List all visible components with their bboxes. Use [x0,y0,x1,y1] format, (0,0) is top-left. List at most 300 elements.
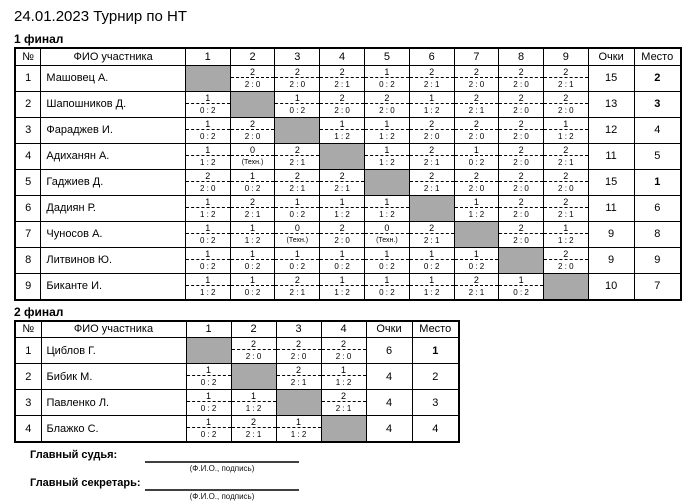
match-cell [275,221,320,247]
match-cell-content [231,170,275,195]
match-set-score: 2 : 1 [423,157,440,167]
match-cell-content [499,92,543,117]
match-set-score: 2 : 1 [289,287,306,297]
match-cell [320,91,365,117]
player-name-cell: Шапошников Д. [41,91,185,117]
points-cell: 4 [366,390,412,416]
match-cell [185,169,230,195]
match-cell [543,195,588,221]
match-cell [409,273,454,300]
match-cell-content [275,66,319,91]
match-cell-content [231,222,275,247]
match-cell [454,91,499,117]
row-number-cell: 7 [15,221,41,247]
match-cell [499,169,544,195]
points-cell: 9 [588,247,634,273]
match-points: 1 [277,416,321,428]
player-name-cell: Павленко Л. [41,390,186,416]
col-player-name-header: ФИО участника [41,48,185,65]
match-cell-content [365,196,409,221]
match-points: 1 [187,390,231,402]
match-cell-content [365,274,409,299]
match-points: 1 [275,196,319,208]
match-points: 2 [277,364,321,376]
match-set-score: 2 : 0 [558,183,574,193]
match-cell [454,247,499,273]
match-cell [364,91,409,117]
match-cell [185,195,230,221]
col-opponent-header: 8 [499,48,544,65]
match-cell-content [320,274,364,299]
points-cell: 15 [588,169,634,195]
table-row [15,338,459,364]
judge-signature-row [14,448,682,473]
player-name-cell: Адиханян А. [41,143,185,169]
match-cell [275,195,320,221]
match-cell [364,273,409,300]
section-title-final-2: 2 финал [14,304,64,319]
points-cell: 15 [588,65,634,91]
match-points: 1 [544,222,588,234]
results-table-final-1 [14,47,682,301]
match-points: 2 [231,66,275,78]
match-cell [186,390,231,416]
col-number-header: № [15,48,41,65]
match-points: 2 [544,66,588,78]
place-cell: 1 [412,338,459,364]
match-cell-content [232,390,276,415]
match-points: 1 [320,274,364,286]
match-set-score: 2 : 0 [468,79,485,89]
table-row [15,91,681,117]
match-points: 2 [322,390,366,402]
match-cell [364,247,409,273]
match-points: 1 [455,248,499,260]
match-points: 2 [365,92,409,104]
match-cell-content [499,222,543,247]
match-cell [409,221,454,247]
points-cell: 6 [366,338,412,364]
col-place-header: Место [412,321,459,338]
match-points: 2 [320,92,364,104]
match-points: 1 [410,248,454,260]
col-opponent-header: 2 [230,48,275,65]
row-number-cell: 3 [15,117,41,143]
match-cell-content [544,118,588,143]
match-cell [499,221,544,247]
match-cell [499,143,544,169]
match-cell [543,117,588,143]
match-cell-content [275,92,319,117]
match-cell-content [365,118,409,143]
match-set-score: 1 : 2 [468,209,485,219]
match-cell [275,91,320,117]
match-points: 2 [455,92,499,104]
match-cell-content [186,92,230,117]
match-cell-content [455,144,499,169]
match-cell-content [322,364,366,389]
match-set-score: 1 : 2 [423,287,440,297]
match-cell [454,195,499,221]
match-cell-content [499,170,543,195]
match-set-score: 2 : 0 [513,105,529,115]
match-points: 2 [499,170,543,182]
table-row [15,195,681,221]
place-cell: 7 [634,273,681,300]
match-set-score: 1 : 2 [558,131,574,141]
self-cell [275,117,320,143]
self-cell [185,65,230,91]
match-cell-content [455,196,499,221]
match-cell-content [186,274,230,299]
col-points-header: Очки [366,321,412,338]
row-number-cell: 1 [15,65,41,91]
match-cell-content [365,66,409,91]
match-points: 2 [410,66,454,78]
match-points: 2 [544,92,588,104]
match-cell [454,143,499,169]
match-points: 1 [455,196,499,208]
match-set-score: 2 : 0 [513,79,529,89]
match-cell [543,221,588,247]
match-cell-content [275,196,319,221]
self-cell [499,247,544,273]
match-points: 2 [455,118,499,130]
match-cell-content [275,170,319,195]
match-set-score: 0 : 2 [244,261,261,271]
place-cell: 2 [412,364,459,390]
match-set-score: 0 : 2 [289,261,306,271]
match-points: 1 [275,92,319,104]
match-set-score: 0 : 2 [200,404,217,413]
match-cell-content [320,248,364,273]
self-cell [321,416,366,443]
match-cell [185,221,230,247]
match-points: 2 [186,170,230,182]
match-points: 1 [231,170,275,182]
match-cell [543,247,588,273]
match-cell-content [231,248,275,273]
match-cell [499,195,544,221]
match-cell-content [544,92,588,117]
match-cell [231,416,276,443]
match-points: 2 [410,118,454,130]
row-number-cell: 3 [15,390,41,416]
place-cell: 3 [634,91,681,117]
match-set-score: 2 : 0 [468,183,485,193]
match-cell-content [544,144,588,169]
place-cell: 3 [412,390,459,416]
match-points: 2 [320,66,364,78]
points-cell: 4 [366,416,412,443]
judge-signature-line [145,461,299,473]
match-cell [409,117,454,143]
match-set-score: 2 : 1 [558,79,574,89]
match-points: 1 [186,222,230,234]
match-set-score: 2 : 1 [245,430,262,439]
match-cell [321,364,366,390]
match-points: 1 [322,364,366,376]
match-cell [499,91,544,117]
self-cell [543,273,588,300]
match-set-score: 1 : 2 [244,235,261,245]
match-set-score: 2 : 0 [199,183,216,193]
match-set-score: 1 : 2 [558,235,574,245]
match-points: 1 [365,118,409,130]
match-cell-content [231,66,275,91]
match-set-score: 2 : 0 [379,105,395,115]
place-cell: 1 [634,169,681,195]
match-set-score: 2 : 0 [244,131,261,141]
match-points: 1 [186,248,230,260]
table-row [15,416,459,443]
match-cell [454,65,499,91]
match-set-score: 1 : 2 [199,157,216,167]
match-points: 1 [320,196,364,208]
match-cell [230,169,275,195]
match-set-score: 0 : 2 [199,261,216,271]
match-cell [321,338,366,364]
self-cell [230,91,275,117]
match-cell-content [410,118,454,143]
match-cell [409,143,454,169]
match-cell [230,117,275,143]
points-cell: 9 [588,221,634,247]
match-cell [320,65,365,91]
secretary-label: Главный секретарь: [30,477,141,489]
match-cell [409,65,454,91]
col-opponent-header: 1 [186,321,231,338]
match-set-score: 0 : 2 [379,287,395,297]
match-cell [320,247,365,273]
match-cell-content [186,248,230,273]
match-cell-content [410,170,454,195]
table-row [15,390,459,416]
match-points: 1 [187,416,231,428]
player-name-cell: Литвинов Ю. [41,247,185,273]
table-row [15,169,681,195]
self-cell [276,390,321,416]
table-row [15,247,681,273]
match-cell-content [365,92,409,117]
match-cell-content [322,390,366,415]
match-points: 1 [455,144,499,156]
match-set-score: 2 : 1 [244,209,261,219]
match-cell-content [365,222,409,247]
self-cell [186,338,231,364]
match-cell-content [232,416,276,441]
match-points: 2 [544,170,588,182]
match-cell-content [365,144,409,169]
match-set-score: 2 : 0 [334,235,350,245]
match-set-score: 2 : 0 [468,131,485,141]
player-name-cell: Чуносов А. [41,221,185,247]
match-points: 2 [499,118,543,130]
match-cell-content [275,248,319,273]
table-row [15,143,681,169]
match-cell [499,273,544,300]
match-points: 2 [277,338,321,350]
player-name-cell: Фараджев И. [41,117,185,143]
match-cell [230,273,275,300]
match-points: 1 [365,196,409,208]
match-set-score: 2 : 0 [513,209,529,219]
table-head [15,48,681,65]
match-set-score: 2 : 1 [468,287,485,297]
match-points: 2 [275,170,319,182]
player-name-cell: Бибик М. [41,364,186,390]
match-cell-content [320,196,364,221]
match-points: 0 [365,222,409,234]
place-cell: 5 [634,143,681,169]
match-cell-content [320,170,364,195]
match-set-score: 0 : 2 [199,131,216,141]
match-set-score: 0 : 2 [513,287,529,297]
match-cell-content [455,92,499,117]
match-cell [230,195,275,221]
match-points: 2 [275,274,319,286]
match-set-score: 1 : 2 [334,287,350,297]
match-cell [185,143,230,169]
match-cell-content [410,222,454,247]
match-points: 2 [320,170,364,182]
match-set-score: 2 : 1 [423,183,440,193]
match-cell [186,364,231,390]
points-cell: 10 [588,273,634,300]
col-opponent-header: 2 [231,321,276,338]
match-points: 2 [275,66,319,78]
table-row [15,117,681,143]
match-cell-content [499,118,543,143]
match-points: 2 [410,222,454,234]
match-cell [321,390,366,416]
match-set-score: 0 : 2 [468,261,485,271]
match-set-score: 1 : 2 [379,209,395,219]
match-cell [364,65,409,91]
row-number-cell: 8 [15,247,41,273]
match-cell [454,169,499,195]
self-cell [231,364,276,390]
secretary-signature-caption: (Ф.И.О., подпись) [189,492,255,501]
match-points: 1 [320,118,364,130]
match-set-score: 2 : 1 [334,79,350,89]
match-points: 2 [499,222,543,234]
match-points: 2 [455,170,499,182]
player-name-cell: Гаджиев Д. [41,169,185,195]
col-opponent-header: 5 [364,48,409,65]
match-cell-content [320,66,364,91]
match-points: 1 [410,274,454,286]
match-set-score: 2 : 1 [289,183,306,193]
place-cell: 2 [634,65,681,91]
match-cell [275,169,320,195]
points-cell: 11 [588,143,634,169]
match-cell [231,338,276,364]
match-set-score: 2 : 1 [558,157,574,167]
match-cell [275,273,320,300]
match-points: 2 [544,144,588,156]
section-title-final-1: 1 финал [14,32,64,46]
match-cell-content [410,274,454,299]
match-cell-content [320,118,364,143]
table-body [15,338,459,443]
match-cell-content [277,338,321,363]
match-set-score: 2 : 0 [244,79,261,89]
match-set-score: 2 : 0 [290,352,307,361]
match-cell [364,117,409,143]
row-number-cell: 1 [15,338,41,364]
table-row [15,65,681,91]
match-points: 1 [186,118,230,130]
match-cell [275,143,320,169]
match-cell [543,65,588,91]
place-cell: 4 [634,117,681,143]
match-cell-content [410,92,454,117]
match-cell-content [455,274,499,299]
match-set-score: 0 : 2 [244,287,261,297]
match-cell [231,390,276,416]
match-cell-content [410,66,454,91]
match-set-score: 2 : 1 [423,235,440,245]
match-points: 1 [320,248,364,260]
match-set-score: 1 : 2 [379,157,395,167]
match-set-score: 0 : 2 [200,430,217,439]
col-opponent-header: 7 [454,48,499,65]
row-number-cell: 2 [15,91,41,117]
table-header-row [15,321,459,338]
match-set-score: 2 : 1 [289,157,306,167]
match-cell-content [544,196,588,221]
player-name-cell: Циблов Г. [41,338,186,364]
match-points: 2 [275,144,319,156]
table-header-row [15,48,681,65]
match-cell-content [186,118,230,143]
match-cell-content [499,144,543,169]
match-cell [409,169,454,195]
match-set-score: 2 : 1 [335,404,352,413]
col-opponent-header: 3 [276,321,321,338]
match-set-score: 2 : 1 [334,183,350,193]
match-set-score: 1 : 2 [199,287,216,297]
match-cell-content [544,66,588,91]
match-cell [320,117,365,143]
match-points: 2 [544,248,588,260]
row-number-cell: 4 [15,416,41,443]
match-points: 0 [231,144,275,156]
match-cell-content [320,92,364,117]
match-points: 1 [232,390,276,402]
match-cell-content [544,248,588,273]
match-points: 2 [544,196,588,208]
match-cell-content [187,390,231,415]
match-cell-content [275,222,319,247]
match-set-score: (Техн.) [241,158,264,166]
points-cell: 4 [366,364,412,390]
match-cell [320,169,365,195]
match-cell-content [277,364,321,389]
self-cell [409,195,454,221]
match-cell [230,65,275,91]
match-cell [185,117,230,143]
match-set-score: 1 : 2 [199,209,216,219]
match-cell [364,143,409,169]
match-set-score: 2 : 0 [513,235,529,245]
col-points-header: Очки [588,48,634,65]
match-cell [543,91,588,117]
col-opponent-header: 6 [409,48,454,65]
match-cell-content [231,196,275,221]
match-cell-content [365,248,409,273]
